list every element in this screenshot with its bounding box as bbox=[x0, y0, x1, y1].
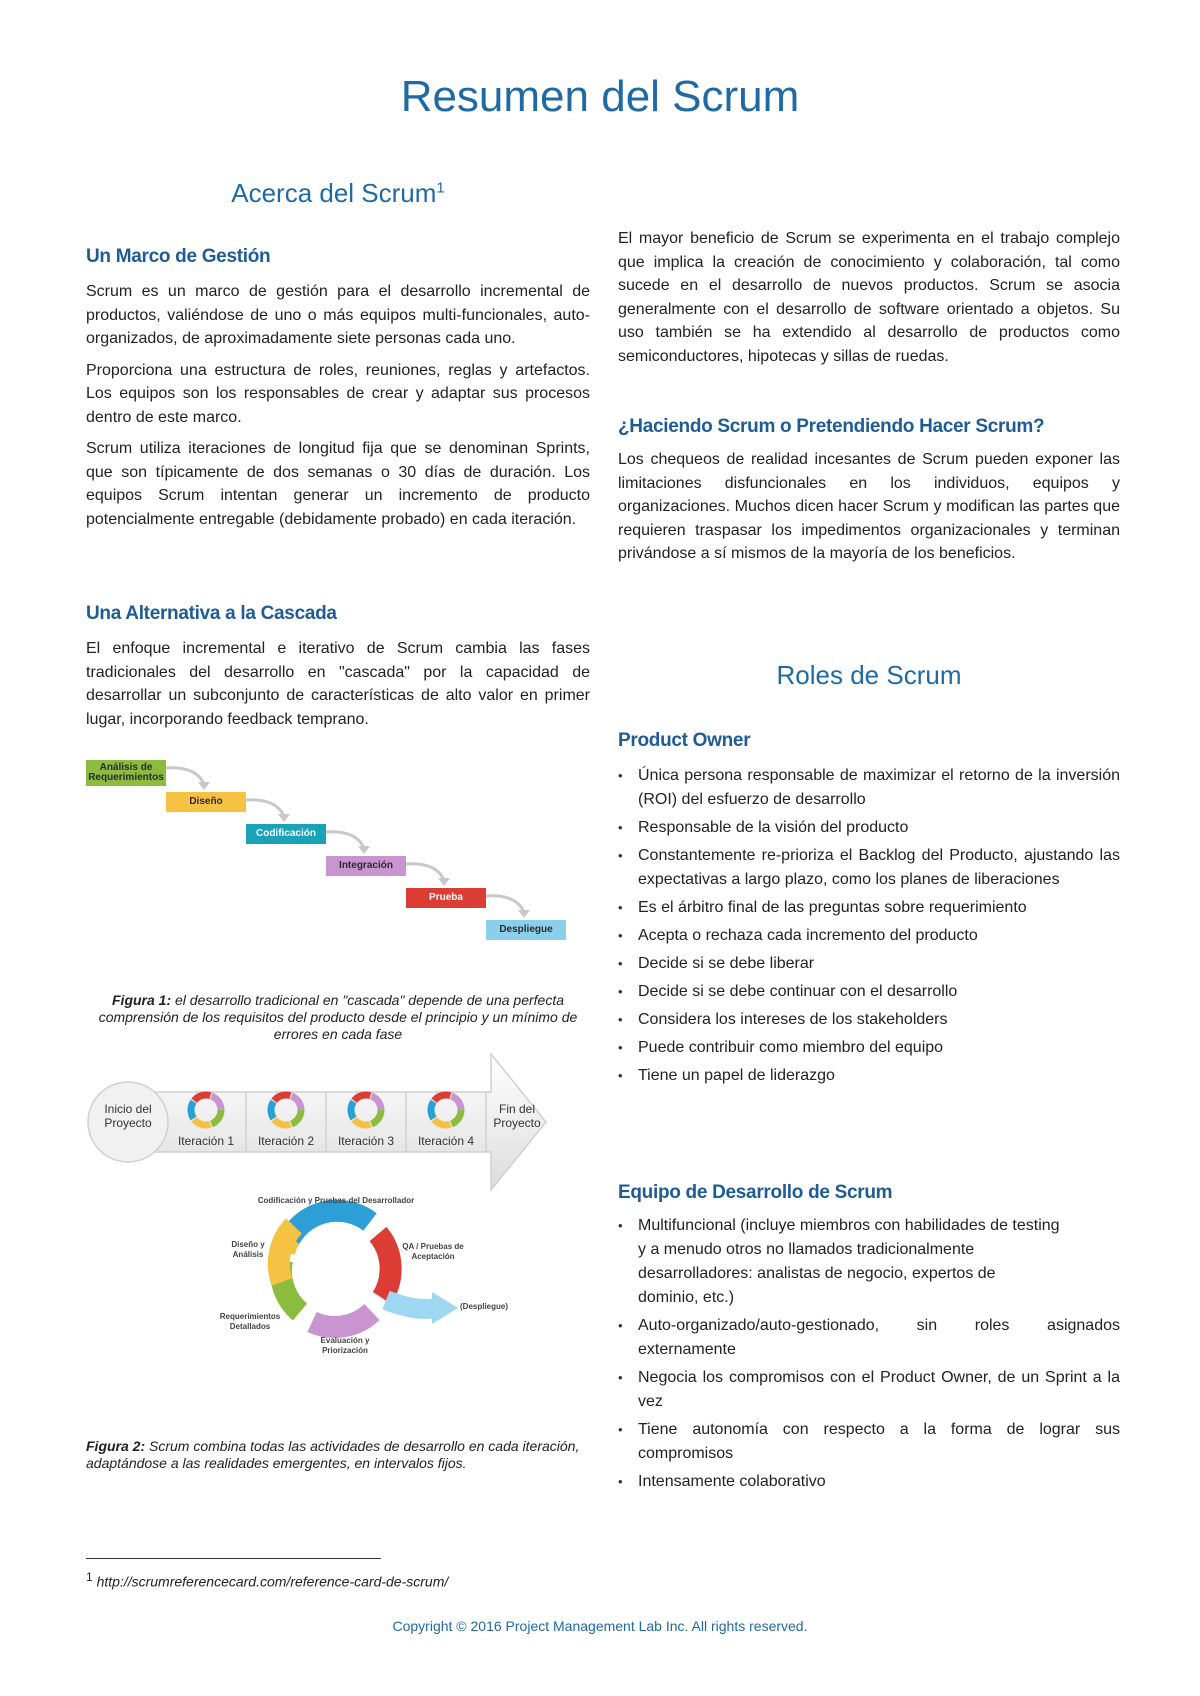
dev-team-heading: Equipo de Desarrollo de Scrum bbox=[618, 1182, 893, 1203]
list-item: • Constantemente re-prioriza el Backlog del Producto, ajustando las expectativas a largo plazo, como los planes de liberaciones bbox=[618, 844, 1120, 892]
waterfall-figure bbox=[86, 758, 566, 948]
dev-team-list bbox=[618, 1214, 1120, 1498]
framework-paragraph: Scrum es un marco de gestión para el desarrollo incremental de productos, valiéndose de uno o más equipos multi-funcionales, auto-organizados, de aproximadamente siete personas cada uno. bbox=[86, 283, 590, 347]
roles-heading: Roles de Scrum bbox=[776, 660, 962, 690]
footnote bbox=[86, 1570, 448, 1590]
cycle-label-design: Diseño y Análisis bbox=[231, 1240, 265, 1259]
framework-paragraph: Proporciona una estructura de roles, reuniones, reglas y artefactos. Los equipos son los responsables de crear y adaptar sus procesos dentro de este marco. bbox=[86, 361, 590, 426]
figure1-caption-text: el desarrollo tradicional en "cascada" depende de una perfecta comprensión de los requisitos del producto desde el principio y un mínimo de errores en cada fase bbox=[98, 992, 578, 1042]
deploy-arrow bbox=[386, 1300, 436, 1309]
footnote-mark: 1 bbox=[86, 1570, 93, 1584]
waterfall-step-testing: Prueba bbox=[406, 888, 486, 908]
figure1-caption bbox=[86, 992, 590, 1043]
list-item: • Tiene un papel de liderazgo bbox=[618, 1064, 1120, 1088]
figure1-caption-label: Figura 1: bbox=[112, 992, 172, 1008]
scrum-cycle bbox=[281, 1211, 391, 1327]
list-item: • Considera los intereses de los stakeholders bbox=[618, 1008, 1120, 1032]
framework-paragraph: Scrum utiliza iteraciones de longitud fija que se denominan Sprints, que son típicamente de dos semanas o 30 días de duración. Los equipos Scrum intentan generar un incremento de producto potencialmente entregable (debidamente probado) en cada iteración. bbox=[86, 440, 590, 528]
scrum-cycle-figure bbox=[86, 1050, 566, 1360]
waterfall-arrowhead bbox=[518, 910, 530, 918]
iteration-label: Iteración 1 bbox=[177, 1134, 235, 1148]
benefit-paragraph: El mayor beneficio de Scrum se experimenta en el trabajo complejo que implica la creación de conocimiento y colaboración, tal como sucede en el desarrollo de nuevos productos. Scrum se asocia generalmente con el desarrollo de software orientado a objetos. Su uso también se ha extendido al desarrollo de productos como semiconductores, hipotecas y sillas de ruedas. bbox=[618, 230, 1120, 365]
waterfall-arrowhead bbox=[198, 782, 210, 790]
about-heading-text: Acerca del Scrum bbox=[231, 178, 437, 208]
cycle-label-qa: QA / Pruebas de Aceptación bbox=[402, 1242, 464, 1261]
waterfall-arrow bbox=[326, 832, 364, 848]
waterfall-arrow bbox=[166, 768, 204, 784]
iteration-label: Iteración 4 bbox=[417, 1134, 475, 1148]
waterfall-step-coding: Codificación bbox=[246, 824, 326, 844]
framework-heading: Un Marco de Gestión bbox=[86, 246, 271, 267]
footnote-link[interactable]: http://scrumreferencecard.com/reference-card-de-scrum/ bbox=[96, 1573, 449, 1590]
iteration-label: Iteración 3 bbox=[337, 1134, 395, 1148]
product-owner-heading: Product Owner bbox=[618, 730, 751, 751]
list-item: • Única persona responsable de maximizar el retorno de la inversión (ROI) del esfuerzo de desarrollo bbox=[618, 764, 1120, 812]
waterfall-step-integration: Integración bbox=[326, 856, 406, 876]
framework-body bbox=[86, 280, 590, 531]
alternative-heading: Una Alternativa a la Cascada bbox=[86, 603, 337, 624]
copyright-footer: Copyright © 2016 Project Management Lab Inc. All rights reserved. bbox=[392, 1618, 808, 1634]
list-item: • Responsable de la visión del producto bbox=[618, 816, 1120, 840]
waterfall-step-analysis: Análisis de Requerimientos bbox=[86, 760, 166, 786]
figure2-caption bbox=[86, 1438, 590, 1472]
project-end-label: Fin del Proyecto bbox=[493, 1102, 541, 1130]
product-owner-list bbox=[618, 764, 1120, 1092]
iteration-label: Iteración 2 bbox=[257, 1134, 315, 1148]
list-item: • Decide si se debe liberar bbox=[618, 952, 1120, 976]
list-item: • Multifuncional (incluye miembros con habilidades de testing y a menudo otros no llamados tradicionalmente desarrolladores: analistas de negocio, expertos de dominio, etc.) bbox=[618, 1214, 1120, 1310]
waterfall-arrowhead bbox=[358, 846, 370, 854]
waterfall-step-design: Diseño bbox=[166, 792, 246, 812]
waterfall-arrowhead bbox=[438, 878, 450, 886]
pretending-heading: ¿Haciendo Scrum o Pretendiendo Hacer Scrum? bbox=[618, 416, 1045, 437]
waterfall-arrowhead bbox=[278, 814, 290, 822]
list-item: • Tiene autonomía con respecto a la forma de lograr sus compromisos bbox=[618, 1418, 1120, 1466]
cycle-label-evaluation: Evaluación y Priorización bbox=[320, 1336, 370, 1355]
list-item: • Negocia los compromisos con el Product Owner, de un Sprint a la vez bbox=[618, 1366, 1120, 1414]
list-item: • Decide si se debe continuar con el desarrollo bbox=[618, 980, 1120, 1004]
list-item: • Acepta o rechaza cada incremento del producto bbox=[618, 924, 1120, 948]
about-heading bbox=[86, 178, 590, 209]
pretending-paragraph: Los chequeos de realidad incesantes de Scrum pueden exponer las limitaciones disfuncionales en los individuos, equipos y organizaciones. Muchos dicen hacer Scrum y modifican las partes que requieren traspasar los impedimentos organizacionales y terminan privándose a sí mismos de la mayoría de los beneficios. bbox=[618, 451, 1120, 562]
cycle-label-coding: Codificación y Pruebas del Desarrollador bbox=[257, 1196, 415, 1205]
cycle-label-requirements: Requerimientos Detallados bbox=[219, 1312, 281, 1331]
figure2-caption-label: Figura 2: bbox=[86, 1438, 146, 1454]
waterfall-step-deployment: Despliegue bbox=[486, 920, 566, 940]
list-item: • Es el árbitro final de las preguntas sobre requerimiento bbox=[618, 896, 1120, 920]
scrum-timeline-svg bbox=[86, 1050, 566, 1360]
waterfall-arrow bbox=[246, 800, 284, 816]
page-title: Resumen del Scrum bbox=[400, 72, 800, 121]
timeline-arrow bbox=[126, 1054, 546, 1190]
list-item: • Puede contribuir como miembro del equipo bbox=[618, 1036, 1120, 1060]
waterfall-arrow bbox=[486, 896, 524, 912]
figure2-caption-text: Scrum combina todas las actividades de desarrollo en cada iteración, adaptándose a las realidades emergentes, en intervalos fijos. bbox=[86, 1438, 580, 1471]
alternative-paragraph: El enfoque incremental e iterativo de Scrum cambia las fases tradicionales del desarrollo en "cascada" por la capacidad de desarrollar un subconjunto de características de alto valor en primer lugar, incorporando feedback temprano. bbox=[86, 640, 590, 728]
footnote-divider bbox=[86, 1558, 381, 1559]
waterfall-arrow bbox=[406, 864, 444, 880]
cycle-label-deploy: (Despliegue) bbox=[460, 1302, 509, 1311]
footnote-ref: 1 bbox=[436, 179, 445, 197]
list-item: • Intensamente colaborativo bbox=[618, 1470, 1120, 1494]
project-start-label: Inicio del Proyecto bbox=[104, 1102, 152, 1130]
list-item: • Auto-organizado/auto-gestionado, sin roles asignados externamente bbox=[618, 1314, 1120, 1362]
